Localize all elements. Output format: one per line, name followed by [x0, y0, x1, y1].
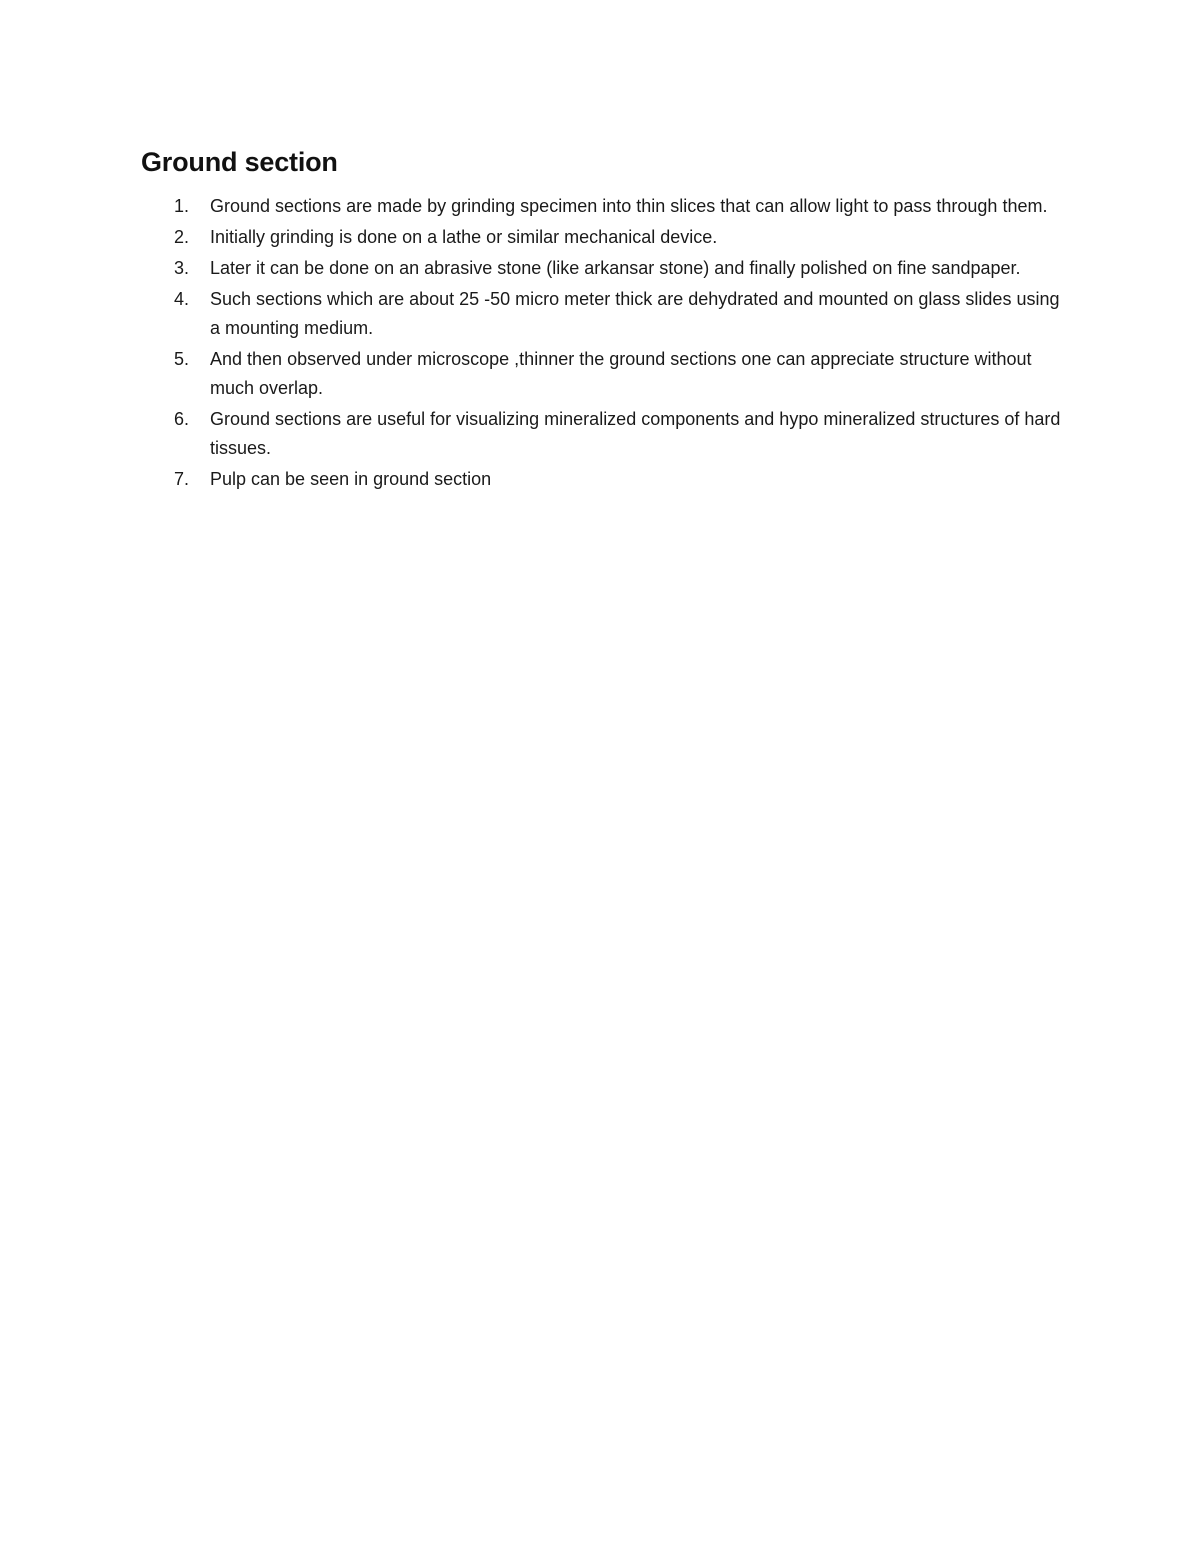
numbered-list [141, 192, 1061, 496]
list-item-text: Such sections which are about 25 -50 micro meter thick are dehydrated and mounted on glass slides using a mounting medium. [210, 289, 1060, 338]
list-item-number: 4. [174, 289, 190, 309]
page-title: Ground section [141, 147, 338, 177]
list-item-text: Ground sections are made by grinding specimen into thin slices that can allow light to pass through them. [210, 196, 1048, 216]
list-item [141, 192, 1061, 221]
list-item-number: 7. [174, 469, 190, 489]
list-item-text: Ground sections are useful for visualizing mineralized components and hypo mineralized structures of hard tissues. [210, 409, 1061, 458]
list-item-number: 3. [174, 258, 190, 278]
list-item-text: And then observed under microscope ,thinner the ground sections one can appreciate structure without much overlap. [210, 349, 1032, 398]
list-item [141, 254, 1061, 283]
list-item [141, 285, 1061, 343]
list-item [141, 345, 1061, 403]
list-item [141, 405, 1061, 463]
list-item-number: 5. [174, 349, 190, 369]
list-item [141, 465, 1061, 494]
list-item-text: Initially grinding is done on a lathe or similar mechanical device. [210, 227, 718, 247]
list-item-text: Pulp can be seen in ground section [210, 469, 492, 489]
list-item-number: 6. [174, 409, 190, 429]
list-item-text: Later it can be done on an abrasive stone (like arkansar stone) and finally polished on fine sandpaper. [210, 258, 1021, 278]
list-item [141, 223, 1061, 252]
list-item-number: 1. [174, 196, 190, 216]
list-item-number: 2. [174, 227, 190, 247]
